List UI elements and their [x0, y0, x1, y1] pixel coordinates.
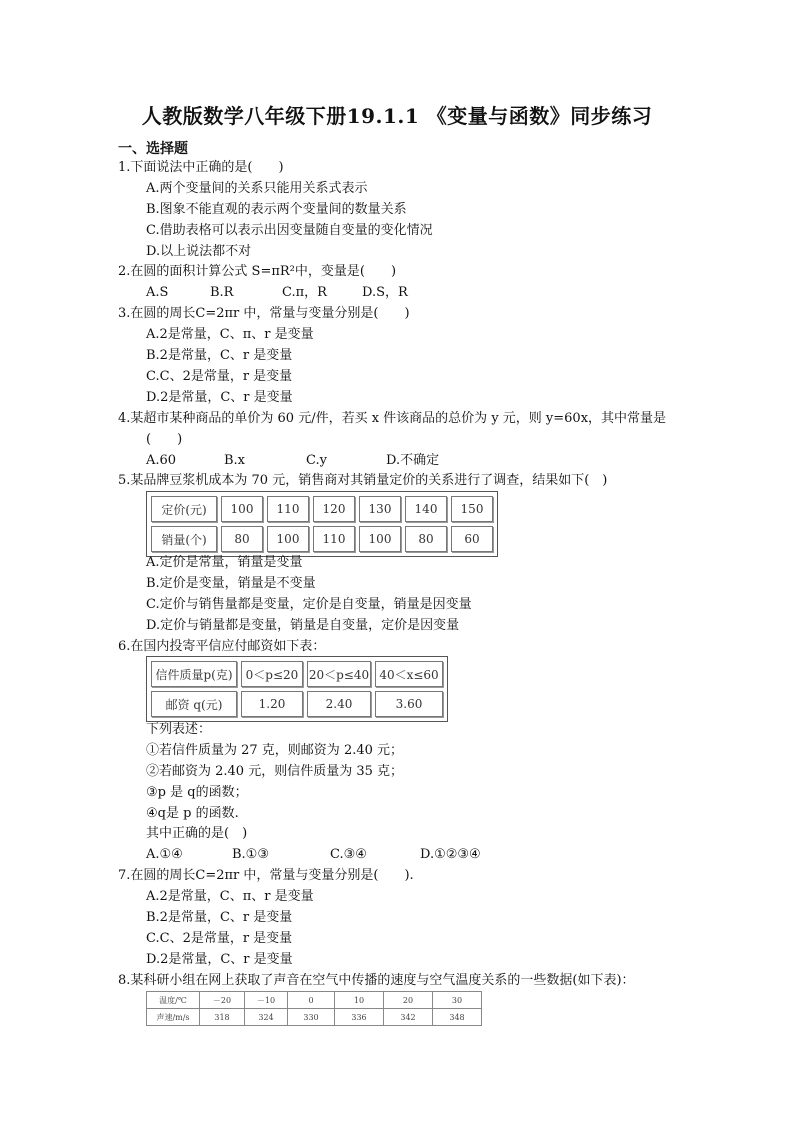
table-cell: 20 — [384, 992, 433, 1009]
table-row — [151, 691, 443, 717]
q6-statement-3: ③p 是 q的函数； — [146, 785, 248, 800]
table-row — [151, 496, 493, 522]
q3-option-a: A.2是常量，C、π、r 是变量 — [146, 327, 314, 342]
question-6: 6.在国内投寄平信应付邮资如下表： — [118, 639, 326, 654]
q5-price-sales-table — [146, 491, 498, 557]
table-cell: 定价(元) — [151, 496, 217, 522]
question-7: 7.在圆的周长C=2πr 中，常量与变量分别是( ). — [118, 868, 414, 883]
table-cell: 120 — [313, 496, 355, 522]
q1-option-a: A.两个变量间的关系只能用关系式表示 — [146, 181, 368, 196]
q1-option-b: B.图象不能直观的表示两个变量间的数量关系 — [146, 202, 407, 217]
question-4: 4.某超市某种商品的单价为 60 元/件，若买 x 件该商品的总价为 y 元，则 y=60x，其中常量是 — [118, 411, 667, 426]
table-cell: 信件质量p(克) — [151, 661, 237, 687]
q2-option-d: D.S，R — [362, 285, 408, 300]
q6-option-a: A.①④ — [146, 847, 183, 862]
table-cell: 336 — [335, 1009, 384, 1026]
table-cell: 100 — [359, 526, 401, 552]
table-cell: 80 — [221, 526, 263, 552]
table-row — [147, 992, 482, 1009]
table-cell: 110 — [267, 496, 309, 522]
table-cell: 324 — [245, 1009, 288, 1026]
table-cell: 150 — [451, 496, 493, 522]
table-cell: 100 — [267, 526, 309, 552]
q6-intro: 下列表述： — [146, 722, 212, 737]
table-cell: 330 — [288, 1009, 335, 1026]
q5-option-a: A.定价是常量，销量是变量 — [146, 555, 303, 570]
q1-option-d: D.以上说法都不对 — [146, 244, 252, 259]
question-1: 1.下面说法中正确的是( ) — [118, 160, 284, 175]
q1-option-c: C.借助表格可以表示出因变量随自变量的变化情况 — [146, 223, 433, 238]
question-3: 3.在圆的周长C=2πr 中，常量与变量分别是( ) — [118, 306, 410, 321]
table-cell: 110 — [313, 526, 355, 552]
q6-ask: 其中正确的是( ) — [146, 826, 248, 841]
table-cell: 10 — [335, 992, 384, 1009]
q7-option-d: D.2是常量，C、r 是变量 — [146, 952, 293, 967]
q5-option-b: B.定价是变量，销量是不变量 — [146, 576, 316, 591]
table-cell: 30 — [433, 992, 482, 1009]
q4-option-b: B.x — [224, 453, 246, 468]
q6-option-d: D.①②③④ — [420, 847, 481, 862]
table-cell: 100 — [221, 496, 263, 522]
q3-option-d: D.2是常量，C、r 是变量 — [146, 390, 293, 405]
table-cell: 40＜x≤60 — [375, 661, 443, 687]
table-cell: 3.60 — [375, 691, 443, 717]
table-row — [151, 526, 493, 552]
table-cell: 348 — [433, 1009, 482, 1026]
q2-option-a: A.S — [146, 285, 169, 300]
table-cell: 80 — [405, 526, 447, 552]
q8-sound-speed-table — [146, 991, 482, 1026]
table-cell: 342 — [384, 1009, 433, 1026]
table-cell: －20 — [200, 992, 245, 1009]
table-cell: 温度/℃ — [147, 992, 200, 1009]
table-cell: 2.40 — [307, 691, 371, 717]
table-cell: 邮资 q(元) — [151, 691, 237, 717]
question-5: 5.某品牌豆浆机成本为 70 元，销售商对其销量定价的关系进行了调查，结果如下( ) — [118, 473, 608, 488]
q3-option-c: C.C、2是常量，r 是变量 — [146, 369, 293, 384]
q2-option-b: B.R — [210, 285, 234, 300]
q6-statement-1: ①若信件质量为 27 克，则邮资为 2.40 元； — [146, 743, 404, 758]
q6-option-b: B.①③ — [232, 847, 269, 862]
table-cell: 0 — [288, 992, 335, 1009]
question-8: 8.某科研小组在网上获取了声音在空气中传播的速度与空气温度关系的一些数据(如下表)： — [118, 973, 635, 988]
q4-option-c: C.y — [306, 453, 327, 468]
table-row — [147, 1009, 482, 1026]
table-cell: 318 — [200, 1009, 245, 1026]
q7-option-b: B.2是常量，C、r 是变量 — [146, 910, 293, 925]
q2-option-c: C.π，R — [282, 285, 327, 300]
q4-option-a: A.60 — [146, 453, 177, 468]
q5-option-c: C.定价与销售量都是变量，定价是自变量，销量是因变量 — [146, 597, 472, 612]
table-cell: 60 — [451, 526, 493, 552]
q5-option-d: D.定价与销量都是变量，销量是自变量，定价是因变量 — [146, 618, 460, 633]
question-4-blank: ( ) — [146, 432, 183, 447]
q4-option-d: D.不确定 — [386, 453, 440, 468]
table-cell: 130 — [359, 496, 401, 522]
table-row — [151, 661, 443, 687]
table-cell: 1.20 — [241, 691, 303, 717]
q7-option-c: C.C、2是常量，r 是变量 — [146, 931, 293, 946]
table-cell: 140 — [405, 496, 447, 522]
page-title: 人教版数学八年级下册19.1.1 《变量与函数》同步练习 — [141, 104, 653, 128]
q6-statement-2: ②若邮资为 2.40 元，则信件质量为 35 克； — [146, 764, 404, 779]
table-cell: －10 — [245, 992, 288, 1009]
section-heading: 一、选择题 — [118, 141, 188, 157]
q6-postage-table — [146, 656, 448, 722]
table-cell: 销量(个) — [151, 526, 217, 552]
q7-option-a: A.2是常量，C、π、r 是变量 — [146, 889, 314, 904]
question-2: 2.在圆的面积计算公式 S=πR²中，变量是( ) — [118, 264, 397, 279]
table-cell: 声速/m/s — [147, 1009, 200, 1026]
q6-option-c: C.③④ — [330, 847, 367, 862]
q3-option-b: B.2是常量，C、r 是变量 — [146, 348, 293, 363]
table-cell: 20＜p≤40 — [307, 661, 371, 687]
q6-statement-4: ④q是 p 的函数. — [146, 806, 239, 821]
table-cell: 0＜p≤20 — [241, 661, 303, 687]
